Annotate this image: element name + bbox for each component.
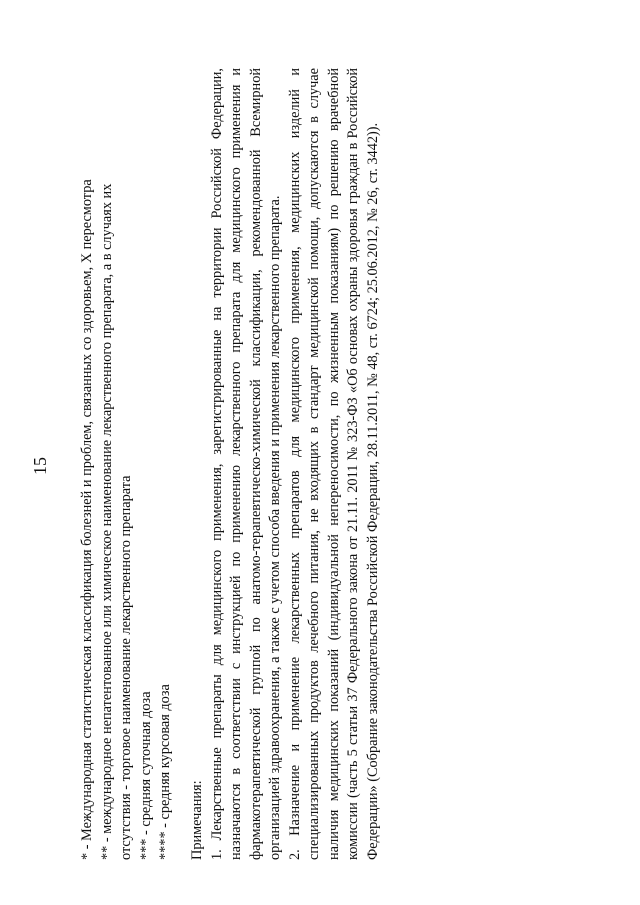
note-item-2: 2. Назначение и применение лекарственных препаратов для медицинского применения, медицинских изделий и специализированных продуктов лечебного питания, не входящих в стандарт медицинской помощи, допускаются в случае наличия медицинских показаний (индивидуальной непереносимости, по жизненным показаниям) по решению врачебной комиссии (часть 5 статьи 37 Федерального закона от 21.11. 2011 № 323-ФЗ «Об основах охраны здоровья граждан в Российской Федерации» (Собрание законодательства Российской Федерации, 28.11.2011, № 48, ст. 6724; 25.06.2012, № 26, ст. 3442)). [286, 68, 381, 860]
note-item-1: 1. Лекарственные препараты для медицинского применения, зарегистрированные на территории Российской Федерации, назначаются в соответствии с инструкцией по применению лекарственного препарата для медицинского применения и фармакотерапевтической группой по анатомо-терапевтическо-химической классификации, рекомендованной Всемирной организацией здравоохранения, а также с учетом способа введения и применения лекарственного препарата. [208, 68, 283, 860]
footnote-daily-dose: *** - средняя суточная доза [137, 691, 154, 860]
rotated-document-page [30, 60, 620, 872]
footnote-course-dose: **** - средняя курсовая доза [157, 684, 173, 860]
footnote-inn-cont: отсутствия - торговое наименование лекарственного препарата [118, 475, 134, 860]
notes-heading: Примечания: [189, 780, 205, 860]
footnote-icd: * - Международная статистическая классификация болезней и проблем, связанных со здоровьем, X пересмотра [79, 179, 95, 860]
page-number: 15 [30, 457, 50, 475]
footnote-inn: ** - международное непатентованное или химическое наименование лекарственного препарата, а в случаях их [98, 183, 115, 860]
notes-section [188, 68, 383, 860]
footnotes [78, 70, 176, 860]
